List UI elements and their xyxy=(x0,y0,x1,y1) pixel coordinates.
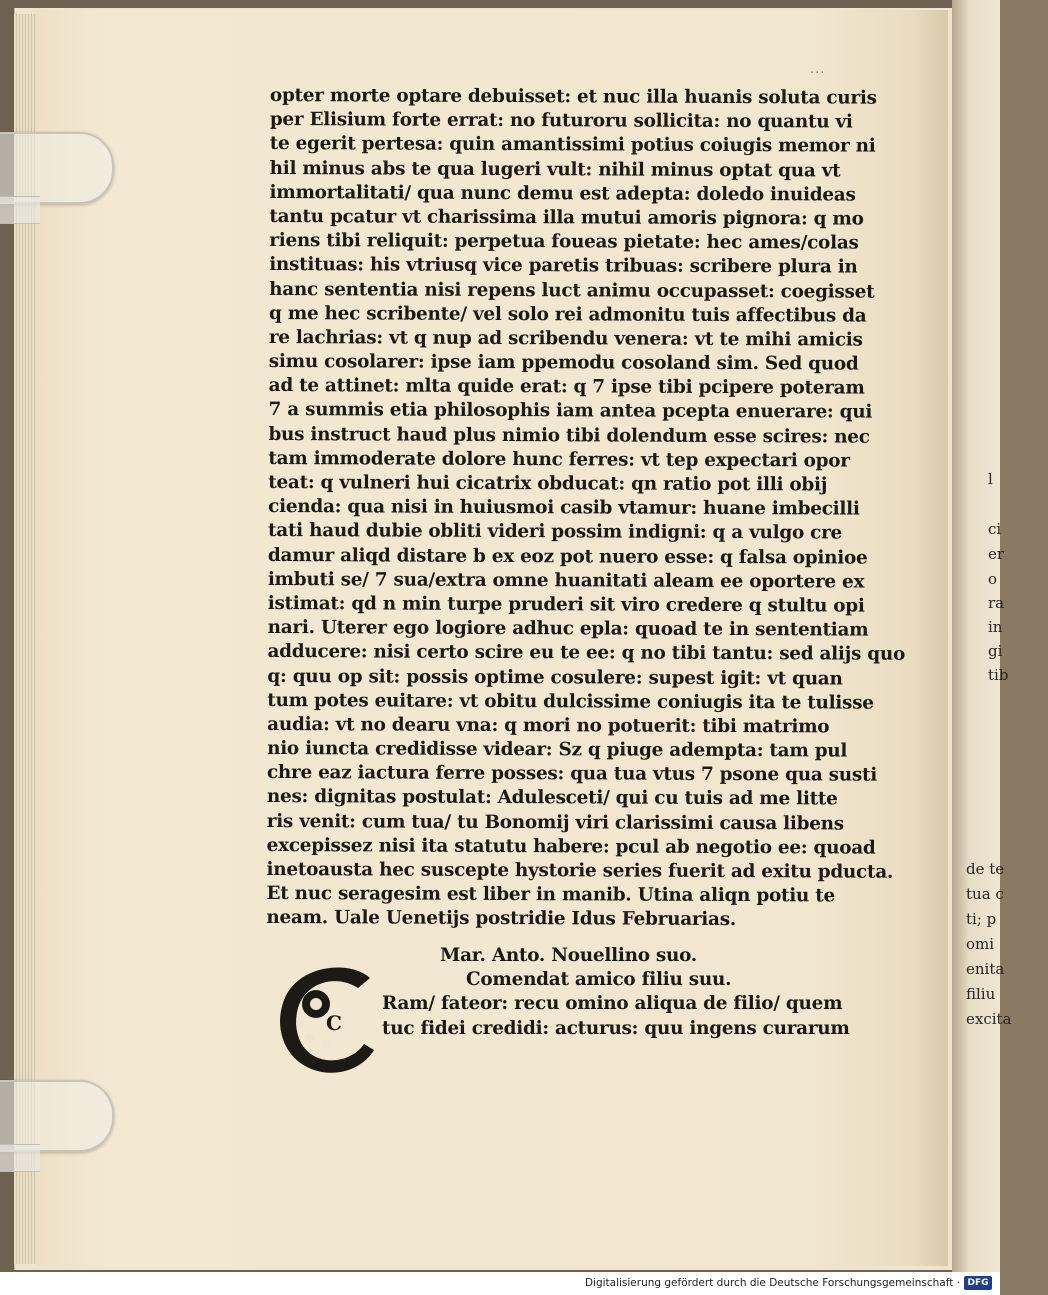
dfg-logo: DFG xyxy=(964,1276,992,1290)
letter-address: Mar. Anto. Nouellino suo. xyxy=(440,945,697,966)
next-page-fragment: o xyxy=(988,570,998,588)
next-page-fragment: er xyxy=(988,545,1005,563)
text-line: nes: dignitas postulat: Adulesceti/ qui cu tuis ad me litte xyxy=(266,786,838,810)
next-page-fragment: gi xyxy=(988,642,1003,660)
text-line: simu cosolarer: ipse iam ppemodu cosoland sim. Sed quod xyxy=(268,351,859,375)
next-page-fragment: ra xyxy=(988,594,1005,612)
text-line: ad te attinet: mlta quide erat: q 7 ipse tibi pcipere poteram xyxy=(268,375,865,399)
text-line: q: quu op sit: possis optime cosulere: supest igit: vt quan xyxy=(267,665,843,690)
text-line: neam. Uale Uenetijs postridie Idus Februarias. xyxy=(266,907,737,931)
text-line: tantu pcatur vt charissima illa mutui amoris pignora: q mo xyxy=(269,205,864,230)
text-line: imbuti se/ 7 sua/extra omne huanitati aleam ee oportere ex xyxy=(267,568,865,593)
next-page-fragment: omi xyxy=(966,935,995,953)
text-line: q me hec scribente/ vel solo rei admonitu tuis affectibus da xyxy=(268,302,867,327)
top-clip xyxy=(0,132,114,204)
text-line: hanc sententia nisi repens luct animu occupasset: coegisset xyxy=(269,278,875,303)
text-line: te egerit pertesa: quin amantissimi potius coiugis memor ni xyxy=(269,133,876,158)
text-line: excepissez nisi ita statutu habere: pcul ab negotio ee: quoad xyxy=(266,834,876,859)
text-line: instituas: his vtriusq vice paretis tribuas: scribere plura in xyxy=(269,254,858,278)
text-line: ris venit: cum tua/ tu Bonomij viri clarissimi causa libens xyxy=(266,810,844,835)
main-text-block xyxy=(266,84,906,933)
next-page-edge xyxy=(952,0,1012,1272)
next-page-fragment: tib xyxy=(988,666,1009,684)
letter-body-line: tuc fidei credidi: acturus: quu ingens curarum xyxy=(382,1017,850,1039)
text-line: tati haud dubie obliti videri possim indigni: q a vulgo cre xyxy=(268,520,843,544)
text-line: Et nuc seragesim est liber in manib. Utina aliqn potiu te xyxy=(266,883,835,907)
text-line: chre eaz iactura ferre posses: qua tua vtus 7 psone qua susti xyxy=(266,762,878,786)
text-line: inetoausta hec suscepte hystorie series fuerit ad exitu pducta. xyxy=(266,858,894,883)
text-line: nari. Uterer ego logiore adhuc epla: quoad te in sententiam xyxy=(267,617,869,641)
letter-heading-block xyxy=(270,944,870,1041)
text-line: opter morte optare debuisset: et nuc illa huanis soluta curis xyxy=(269,84,877,109)
next-page-fragment: excita xyxy=(966,1010,1012,1028)
letter-rubric: Comendat amico filiu suu. xyxy=(466,969,732,991)
next-page-fragment: enita xyxy=(966,960,1005,978)
text-line: bus instruct haud plus nimio tibi dolendum esse scires: nec xyxy=(268,423,870,448)
text-line: adducere: nisi certo scire eu te ee: q no tibi tantu: sed alijs quo xyxy=(267,641,906,666)
text-line: cienda: qua nisi in huiusmoi casib vtamur: huane imbecilli xyxy=(268,496,860,520)
text-line: riens tibi reliquit: perpetua foueas pietate: hec ames/colas xyxy=(269,230,859,254)
next-page-fragment: l xyxy=(988,470,993,488)
letter-body-line: Ram/ fateor: recu omino aliqua de filio/ quem xyxy=(382,993,843,1015)
footer-credit: Digitalisierung gefördert durch die Deutsche Forschungsgemeinschaft · xyxy=(584,1277,960,1289)
top-clip-bar xyxy=(0,196,40,224)
next-page-fragment: de te xyxy=(966,860,1005,878)
next-page-fragment: ti; p xyxy=(966,910,997,928)
text-line: nio iuncta credidisse videar: Sz q piuge adempta: tam pul xyxy=(267,738,848,762)
next-page-fragment: in xyxy=(988,618,1003,636)
text-line: tam immoderate dolore hunc ferres: vt tep expectari opor xyxy=(268,447,850,472)
folio-mark: ... xyxy=(810,62,826,77)
next-page-fragment: tua c xyxy=(966,885,1004,903)
text-line: per Elisium forte errat: no futuroru sollicita: no quantu vi xyxy=(269,109,853,133)
text-line: immortalitati/ qua nunc demu est adepta: doledo inuideas xyxy=(269,181,856,206)
text-line: hil minus abs te qua lugeri vult: nihil minus optat qua vt xyxy=(269,157,841,182)
text-line: damur aliqd distare b ex eoz pot nuero esse: q falsa opinioe xyxy=(267,544,868,569)
text-line: re lachrias: vt q nup ad scribendu venera: vt te mihi amicis xyxy=(268,326,863,351)
text-line: istimat: qd n min turpe pruderi sit viro credere q stultu opi xyxy=(267,592,865,617)
bottom-clip xyxy=(0,1080,114,1152)
text-line: tum potes euitare: vt obitu dulcissime coniugis ita te tulisse xyxy=(267,689,874,714)
text-line: audia: vt no dearu vna: q mori no potuerit: tibi matrimo xyxy=(267,713,830,738)
digitization-footer xyxy=(0,1272,1000,1295)
next-page-fragment: filiu xyxy=(966,985,996,1003)
svg-text:C: C xyxy=(326,1011,342,1035)
text-line: teat: q vulneri hui cicatrix obducat: qn ratio pot illi obij xyxy=(268,471,828,496)
bottom-clip-bar xyxy=(0,1144,40,1172)
next-page-fragment: ci xyxy=(988,520,1002,538)
text-line: 7 a summis etia philosophis iam antea pcepta enuerare: qui xyxy=(268,399,873,424)
